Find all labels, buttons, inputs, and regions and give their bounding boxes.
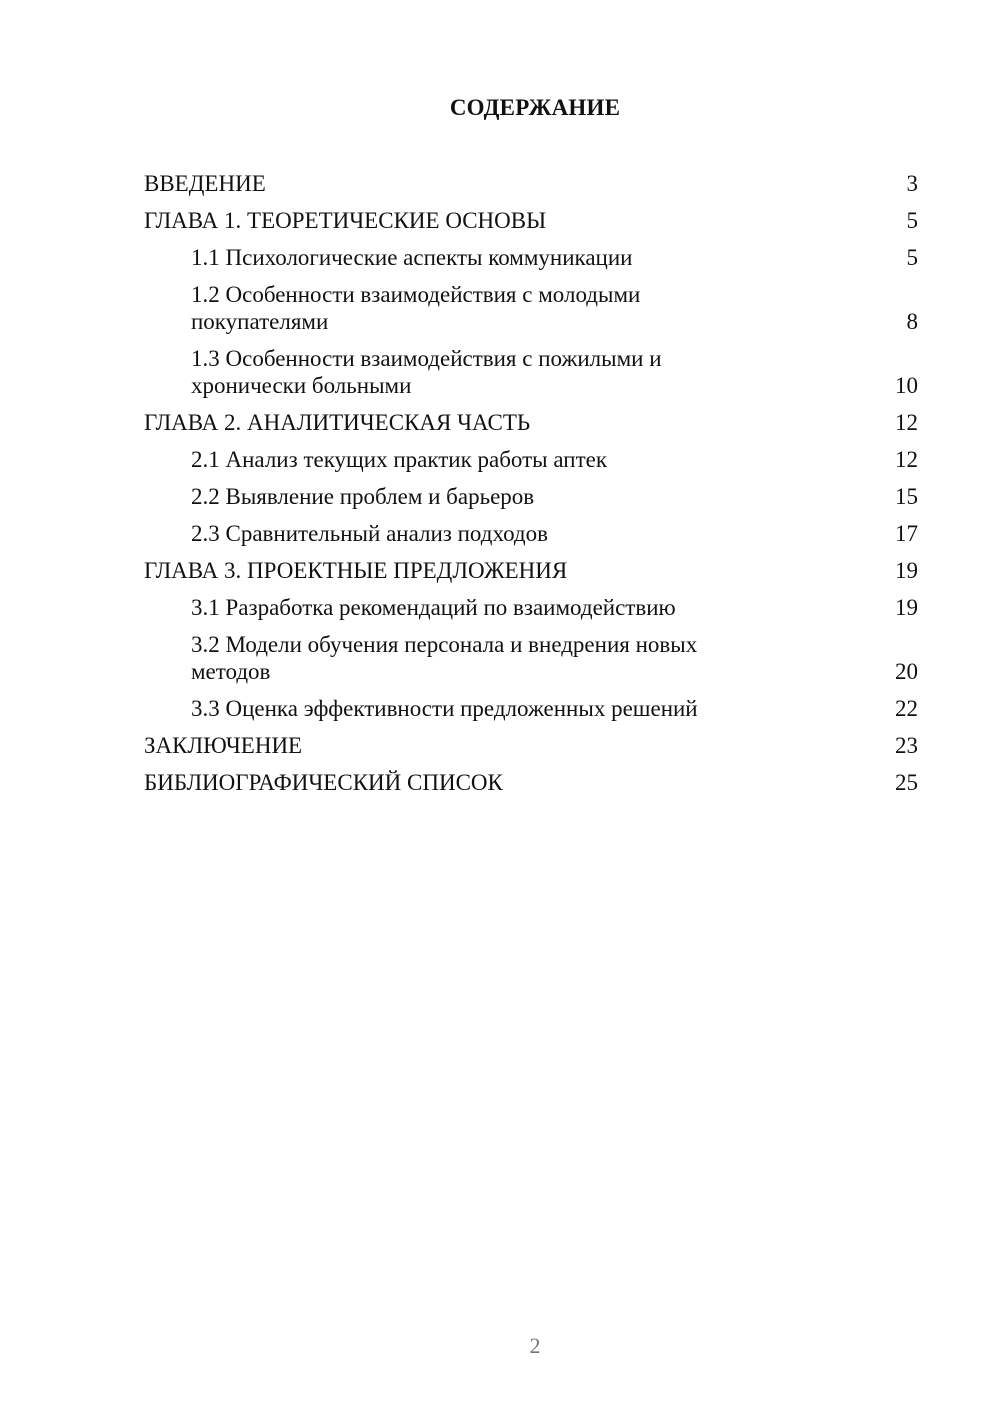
toc-entry-label: 3.3 Оценка эффективности предложенных решений: [191, 696, 698, 721]
toc-entry-label: ГЛАВА 3. ПРОЕКТНЫЕ ПРЕДЛОЖЕНИЯ: [144, 558, 568, 583]
toc-entry-label: ГЛАВА 2. АНАЛИТИЧЕСКАЯ ЧАСТЬ: [144, 410, 531, 435]
toc-entry-page: 19: [895, 558, 918, 583]
page-title: СОДЕРЖАНИЕ: [449, 95, 621, 120]
table-of-contents: [144, 170, 918, 806]
toc-entry-label: 1.2 Особенности взаимодействия с молодыми покупателями: [191, 282, 641, 334]
toc-entry-label: 2.1 Анализ текущих практик работы аптек: [191, 447, 608, 472]
toc-entry-page: 8: [906, 309, 918, 334]
toc-entry-label: БИБЛИОГРАФИЧЕСКИЙ СПИСОК: [144, 770, 503, 795]
toc-entry-section-2-3[interactable]: [144, 520, 918, 547]
toc-entry-page: 12: [895, 410, 918, 435]
toc-entry-section-1-3[interactable]: [144, 345, 918, 399]
toc-entry-label: ГЛАВА 1. ТЕОРЕТИЧЕСКИЕ ОСНОВЫ: [144, 208, 547, 233]
toc-entry-section-2-2[interactable]: [144, 483, 918, 510]
toc-entry-label: ВВЕДЕНИЕ: [144, 171, 266, 196]
toc-entry-bibliography[interactable]: [144, 769, 918, 796]
toc-entry-label: 2.2 Выявление проблем и барьеров: [191, 484, 535, 509]
toc-entry-label: 1.3 Особенности взаимодействия с пожилыми и хронически больными: [191, 346, 662, 398]
toc-entry-chapter-3[interactable]: [144, 557, 918, 584]
toc-entry-page: 10: [895, 373, 918, 398]
toc-entry-section-2-1[interactable]: [144, 446, 918, 473]
toc-entry-label: 3.2 Модели обучения персонала и внедрения новых методов: [191, 632, 698, 684]
toc-entry-page: 5: [906, 208, 918, 233]
toc-entry-label: ЗАКЛЮЧЕНИЕ: [144, 733, 303, 758]
toc-entry-page: 3: [906, 171, 918, 196]
toc-entry-chapter-1[interactable]: [144, 207, 918, 234]
toc-entry-page: 5: [906, 245, 918, 270]
toc-entry-page: 20: [895, 659, 918, 684]
toc-entry-section-1-2[interactable]: [144, 281, 918, 335]
toc-entry-label: 2.3 Сравнительный анализ подходов: [191, 521, 548, 546]
toc-entry-section-3-2[interactable]: [144, 631, 918, 685]
toc-entry-page: 19: [895, 595, 918, 620]
toc-entry-introduction[interactable]: [144, 170, 918, 197]
toc-entry-page: 22: [895, 696, 918, 721]
toc-entry-chapter-2[interactable]: [144, 409, 918, 436]
page-number: 2: [529, 1333, 541, 1358]
toc-entry-page: 23: [895, 733, 918, 758]
toc-entry-conclusion[interactable]: [144, 732, 918, 759]
toc-entry-page: 15: [895, 484, 918, 509]
toc-entry-page: 12: [895, 447, 918, 472]
toc-entry-section-3-3[interactable]: [144, 695, 918, 722]
toc-entry-section-1-1[interactable]: [144, 244, 918, 271]
toc-entry-page: 25: [895, 770, 918, 795]
toc-entry-label: 1.1 Психологические аспекты коммуникации: [191, 245, 633, 270]
toc-entry-page: 17: [895, 521, 918, 546]
toc-entry-section-3-1[interactable]: [144, 594, 918, 621]
toc-entry-label: 3.1 Разработка рекомендаций по взаимодействию: [191, 595, 676, 620]
